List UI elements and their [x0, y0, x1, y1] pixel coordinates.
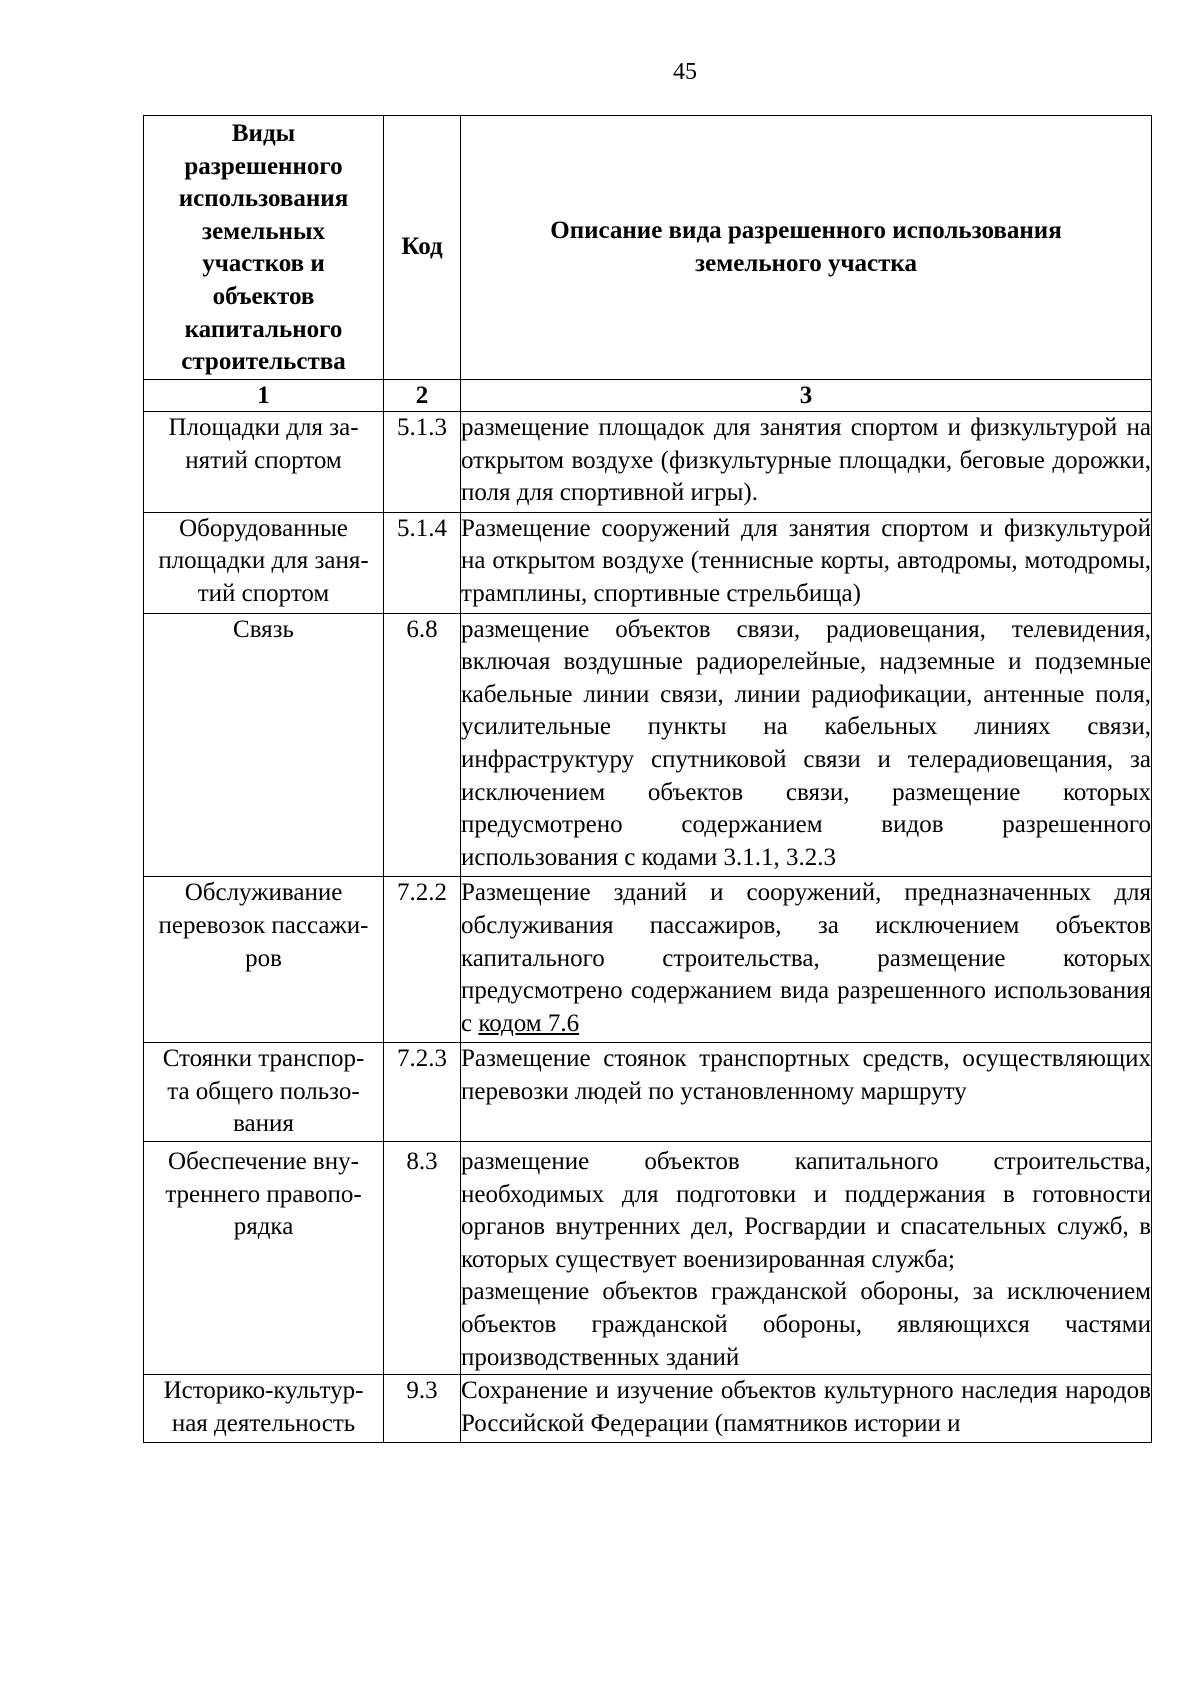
column-number-3: 3 — [461, 380, 1152, 412]
land-use-description: размещение объектов связи, радиовещания, телевидения, включая воздушные радиорелейные, надземные и подземные кабельные линии связи, линии радиофикации, антенные поля, усилительные пункты на кабельных линиях связи, инфраструктуру спутниковой связи и телерадиовещания, за исключением объектов связи, размещение которых предусмотрено содержанием видов разрешенного использования с кодами 3.1.1, 3.2.3 — [461, 613, 1152, 877]
table-row — [144, 512, 1152, 613]
table-row — [144, 1043, 1152, 1142]
land-use-description — [461, 877, 1152, 1043]
land-use-name: Стоянки транспор- та общего пользо- вания — [144, 1043, 384, 1142]
land-use-code: 5.1.4 — [384, 512, 461, 613]
description-paragraph: размещение объектов капитального строительства, необходимых для подготовки и поддержания в готовности органов внутренних дел, Росгвардии и спасательных служб, в которых существует военизированная служба; — [461, 1148, 1151, 1273]
land-use-table — [143, 115, 1152, 1443]
table-row — [144, 412, 1152, 513]
land-use-description: Размещение стоянок транспортных средств, осуществляющих перевозки людей по установленному маршруту — [461, 1043, 1152, 1142]
land-use-description: Размещение сооружений для занятия спортом и физкультурой на открытом воздухе (теннисные корты, автодромы, мотодромы, трамплины, спортивные стрельбища) — [461, 512, 1152, 613]
land-use-code: 6.8 — [384, 613, 461, 877]
land-use-code: 7.2.2 — [384, 877, 461, 1043]
land-use-code: 5.1.3 — [384, 412, 461, 513]
land-use-description — [461, 1142, 1152, 1375]
table-row — [144, 877, 1152, 1043]
column-number-2: 2 — [384, 380, 461, 412]
table-row — [144, 1375, 1152, 1443]
column-number-row — [144, 380, 1152, 412]
land-use-name: Историко-культур- ная деятельность — [144, 1375, 384, 1443]
land-use-name: Обслуживание перевозок пассажи- ров — [144, 877, 384, 1043]
land-use-name: Связь — [144, 613, 384, 877]
land-use-code: 7.2.3 — [384, 1043, 461, 1142]
land-use-name: Обеспечение вну- треннего правопо- рядка — [144, 1142, 384, 1375]
description-text: Размещение зданий и сооружений, предназначенных для обслуживания пассажиров, за исключением объектов капитального строительства, размещение которых предусмотрено содержанием вида разрешенного использования с — [461, 879, 1151, 1037]
description-paragraph: размещение объектов гражданской обороны, за исключением объектов гражданской обороны, являющихся частями производственных зданий — [461, 1278, 1151, 1371]
land-use-description: размещение площадок для занятия спортом и физкультурой на открытом воздухе (физкультурные площадки, беговые дорожки, поля для спортивной игры). — [461, 412, 1152, 513]
land-use-code: 9.3 — [384, 1375, 461, 1443]
header-code: Код — [384, 116, 461, 380]
header-land-use-types: Виды разрешенного использования земельных участков и объектов капитального строительства — [144, 116, 384, 380]
table-row — [144, 1142, 1152, 1375]
table-header-row — [144, 116, 1152, 380]
code-reference-link[interactable]: кодом 7.6 — [478, 1009, 580, 1037]
land-use-code: 8.3 — [384, 1142, 461, 1375]
header-description: Описание вида разрешенного использования земельного участка — [461, 116, 1152, 380]
table-row — [144, 613, 1152, 877]
page-number: 45 — [673, 59, 697, 85]
land-use-description: Сохранение и изучение объектов культурного наследия народов Российской Федерации (памятников истории и — [461, 1375, 1152, 1443]
land-use-name: Оборудованные площадки для заня- тий спортом — [144, 512, 384, 613]
column-number-1: 1 — [144, 380, 384, 412]
land-use-name: Площадки для за- нятий спортом — [144, 412, 384, 513]
